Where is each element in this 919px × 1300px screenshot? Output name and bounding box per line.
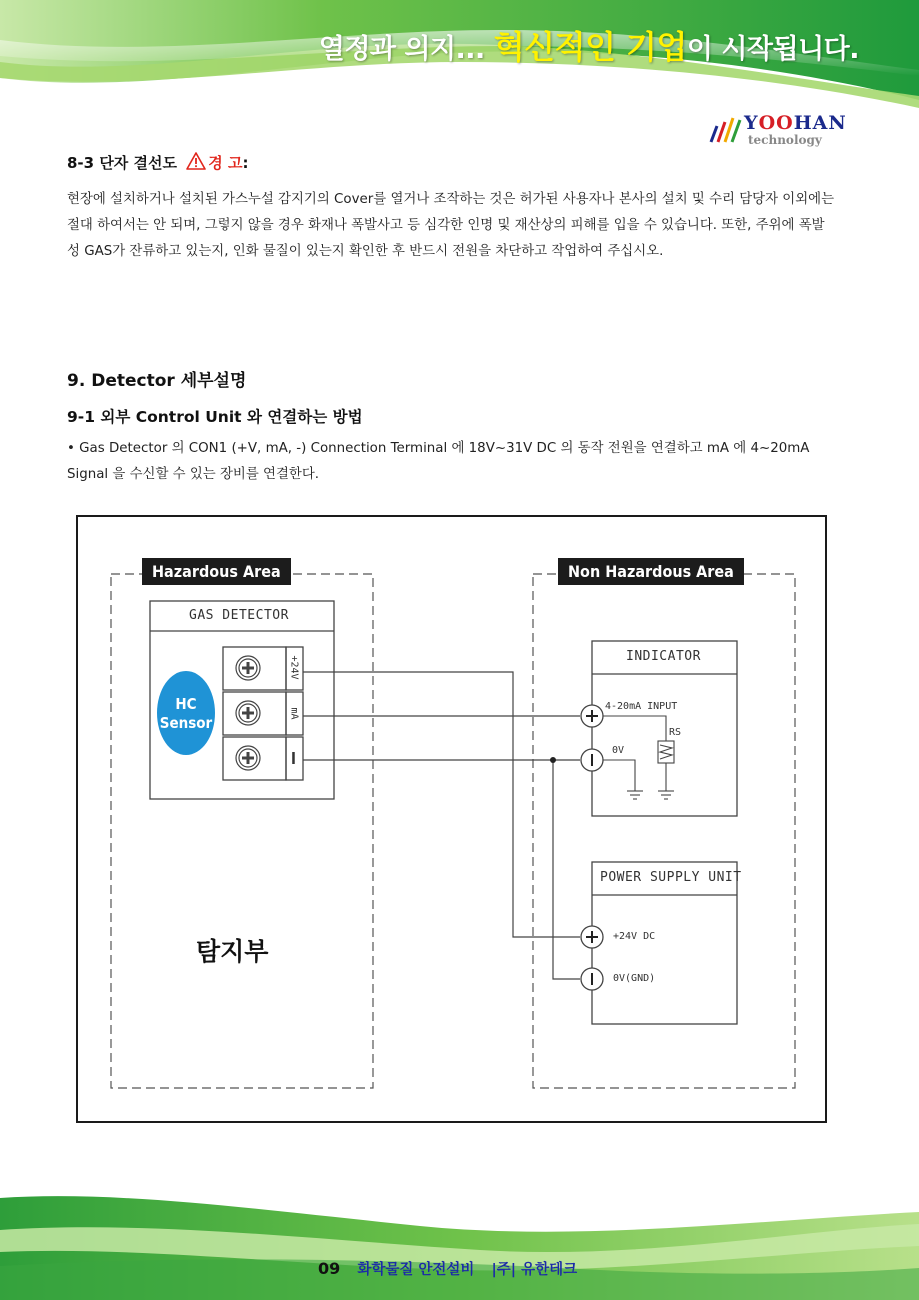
terminal-label-24v: +24V [288,655,300,680]
slogan-highlight: 혁신적인 기업 [493,28,687,66]
indicator-circuit [603,716,674,799]
hazardous-area-tag: Hazardous Area [142,558,291,585]
footer-title: 화학물질 안전설비 [357,1262,475,1278]
warning-label: 경 고 [208,154,243,172]
terminal-label-ma: mA [288,707,300,720]
page-footer-banner [0,1190,919,1300]
indicator-0v-label: 0V [612,745,625,756]
page-header-banner [0,0,919,110]
section-9-heading: 9. Detector 세부설명 [67,371,247,391]
sensor-label: HC Sensor [159,695,213,732]
footer-wave-graphic [0,1190,919,1300]
indicator-title: INDICATOR [626,649,701,664]
wiring [303,672,580,979]
footer-company: |주| 유한테크 [491,1262,578,1278]
section-9-1-heading: 9-1 외부 Control Unit 와 연결하는 방법 [67,408,363,426]
header-slogan: 열정과 의지... 혁신적인 기업이 시작됩니다. [318,28,859,66]
indicator-input-label: 4-20mA INPUT [605,701,678,712]
logo-stripes-icon [708,116,742,144]
logo-wordmark: YOOHAN [744,112,847,134]
psu-0v-label: 0V(GND) [613,973,656,984]
section-9-1-body: • Gas Detector 의 CON1 (+V, mA, -) Connection Terminal 에 18V~31V DC 의 동작 전원을 연결하고 mA 에 4~20mA Signal 을 수신할 수 있는 장비를 연결한다. [67,441,810,482]
logo-subtitle: technology [748,133,822,147]
wiring-diagram [76,515,827,1123]
terminal-label-gnd: l [291,749,296,768]
gas-detector-title: GAS DETECTOR [189,608,289,623]
company-logo [708,112,850,152]
non-hazardous-area-tag: Non Hazardous Area [558,558,744,585]
section-8-3-heading: 8-3 단자 결선도 경 고: [67,154,249,172]
warning-triangle-icon [186,152,206,170]
indicator-rs-label: RS [669,727,682,738]
wire-junction [550,757,556,763]
power-supply-box [592,862,737,1024]
footer-text [318,1258,577,1279]
psu-24v-label: +24V DC [613,931,656,942]
power-supply-title: POWER SUPPLY UNIT [600,870,742,885]
detector-unit-label: 탐지부 [196,937,269,966]
page-number: 09 [318,1259,341,1278]
section-8-3-body: 현장에 설치하거나 설치된 가스누설 감지기의 Cover를 열거나 조작하는 것은 허가된 사용자나 본사의 설치 및 수리 담당자 이외에는 절대 하여서는 안 되며, 그렇지 않을 경우 화재나 폭발사고 등 심각한 인명 및 재산상의 피해를 입을 수 있습니다. 또한, 주위에 폭발성 GAS가 잔류하고 있는지, 인화 물질이 있는지 확인한 후 반드시 전원을 차단하고 작업하여 주십시오. [67,192,835,259]
indicator-box [592,641,737,816]
